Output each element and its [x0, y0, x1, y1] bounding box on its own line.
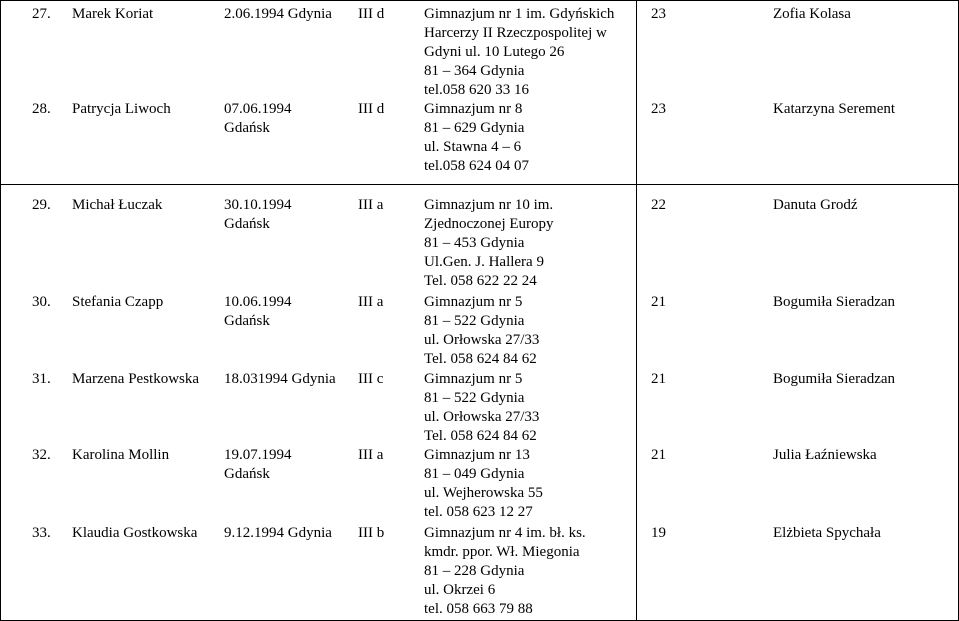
score: 19	[651, 525, 666, 541]
birth-info: 9.12.1994 Gdynia	[224, 525, 332, 541]
row-number: 32.	[32, 447, 51, 463]
teacher-name: Bogumiła Sieradzan	[773, 294, 896, 310]
student-name: Patrycja Liwoch	[72, 101, 171, 117]
student-name: Stefania Czapp	[72, 294, 164, 310]
class-label: III d	[358, 101, 385, 117]
row-number: 31.	[32, 371, 51, 387]
birth-info: 19.07.1994 Gdańsk	[224, 447, 292, 482]
school-address: Gimnazjum nr 5 81 – 522 Gdynia ul. Orłowska 27/33 Tel. 058 624 84 62	[424, 294, 540, 367]
birth-info: 30.10.1994 Gdańsk	[224, 197, 292, 232]
row-number: 27.	[32, 6, 51, 22]
score: 23	[651, 101, 666, 117]
student-name: Marzena Pestkowska	[72, 371, 200, 387]
birth-info: 10.06.1994 Gdańsk	[224, 294, 292, 329]
student-name: Marek Koriat	[72, 6, 154, 22]
score: 21	[651, 371, 666, 387]
score: 21	[651, 294, 666, 310]
school-address: Gimnazjum nr 13 81 – 049 Gdynia ul. Wejherowska 55 tel. 058 623 12 27	[424, 447, 543, 520]
teacher-name: Katarzyna Serement	[773, 101, 896, 117]
class-label: III a	[358, 294, 384, 310]
column-divider	[636, 0, 637, 621]
birth-info: 2.06.1994 Gdynia	[224, 6, 332, 22]
class-label: III a	[358, 447, 384, 463]
teacher-name: Bogumiła Sieradzan	[773, 371, 896, 387]
school-address: Gimnazjum nr 8 81 – 629 Gdynia ul. Stawna 4 – 6 tel.058 624 04 07	[424, 101, 529, 174]
row-number: 28.	[32, 101, 51, 117]
school-address: Gimnazjum nr 4 im. bł. ks. kmdr. ppor. Wł. Miegonia 81 – 228 Gdynia ul. Okrzei 6 tel. 058 663 79 88	[424, 525, 586, 617]
student-name: Karolina Mollin	[72, 447, 170, 463]
teacher-name: Julia Łaźniewska	[773, 447, 877, 463]
teacher-name: Elżbieta Spychała	[773, 525, 881, 541]
column-divider	[0, 0, 1, 621]
teacher-name: Zofia Kolasa	[773, 6, 851, 22]
class-label: III c	[358, 371, 384, 387]
row-divider	[0, 184, 959, 185]
school-address: Gimnazjum nr 10 im. Zjednoczonej Europy 81 – 453 Gdynia Ul.Gen. J. Hallera 9 Tel. 058 622 22 24	[424, 197, 554, 289]
student-name: Klaudia Gostkowska	[72, 525, 198, 541]
school-address: Gimnazjum nr 1 im. Gdyńskich Harcerzy II Rzeczpospolitej w Gdyni ul. 10 Lutego 26 81 – 364 Gdynia tel.058 620 33 16	[424, 6, 615, 98]
school-address: Gimnazjum nr 5 81 – 522 Gdynia ul. Orłowska 27/33 Tel. 058 624 84 62	[424, 371, 540, 444]
birth-info: 07.06.1994 Gdańsk	[224, 101, 292, 136]
row-number: 29.	[32, 197, 51, 213]
score: 22	[651, 197, 666, 213]
score: 23	[651, 6, 666, 22]
class-label: III d	[358, 6, 385, 22]
student-name: Michał Łuczak	[72, 197, 163, 213]
class-label: III a	[358, 197, 384, 213]
class-label: III b	[358, 525, 385, 541]
row-divider	[0, 0, 959, 1]
row-number: 33.	[32, 525, 51, 541]
row-number: 30.	[32, 294, 51, 310]
teacher-name: Danuta Grodź	[773, 197, 858, 213]
birth-info: 18.031994 Gdynia	[224, 371, 336, 387]
score: 21	[651, 447, 666, 463]
